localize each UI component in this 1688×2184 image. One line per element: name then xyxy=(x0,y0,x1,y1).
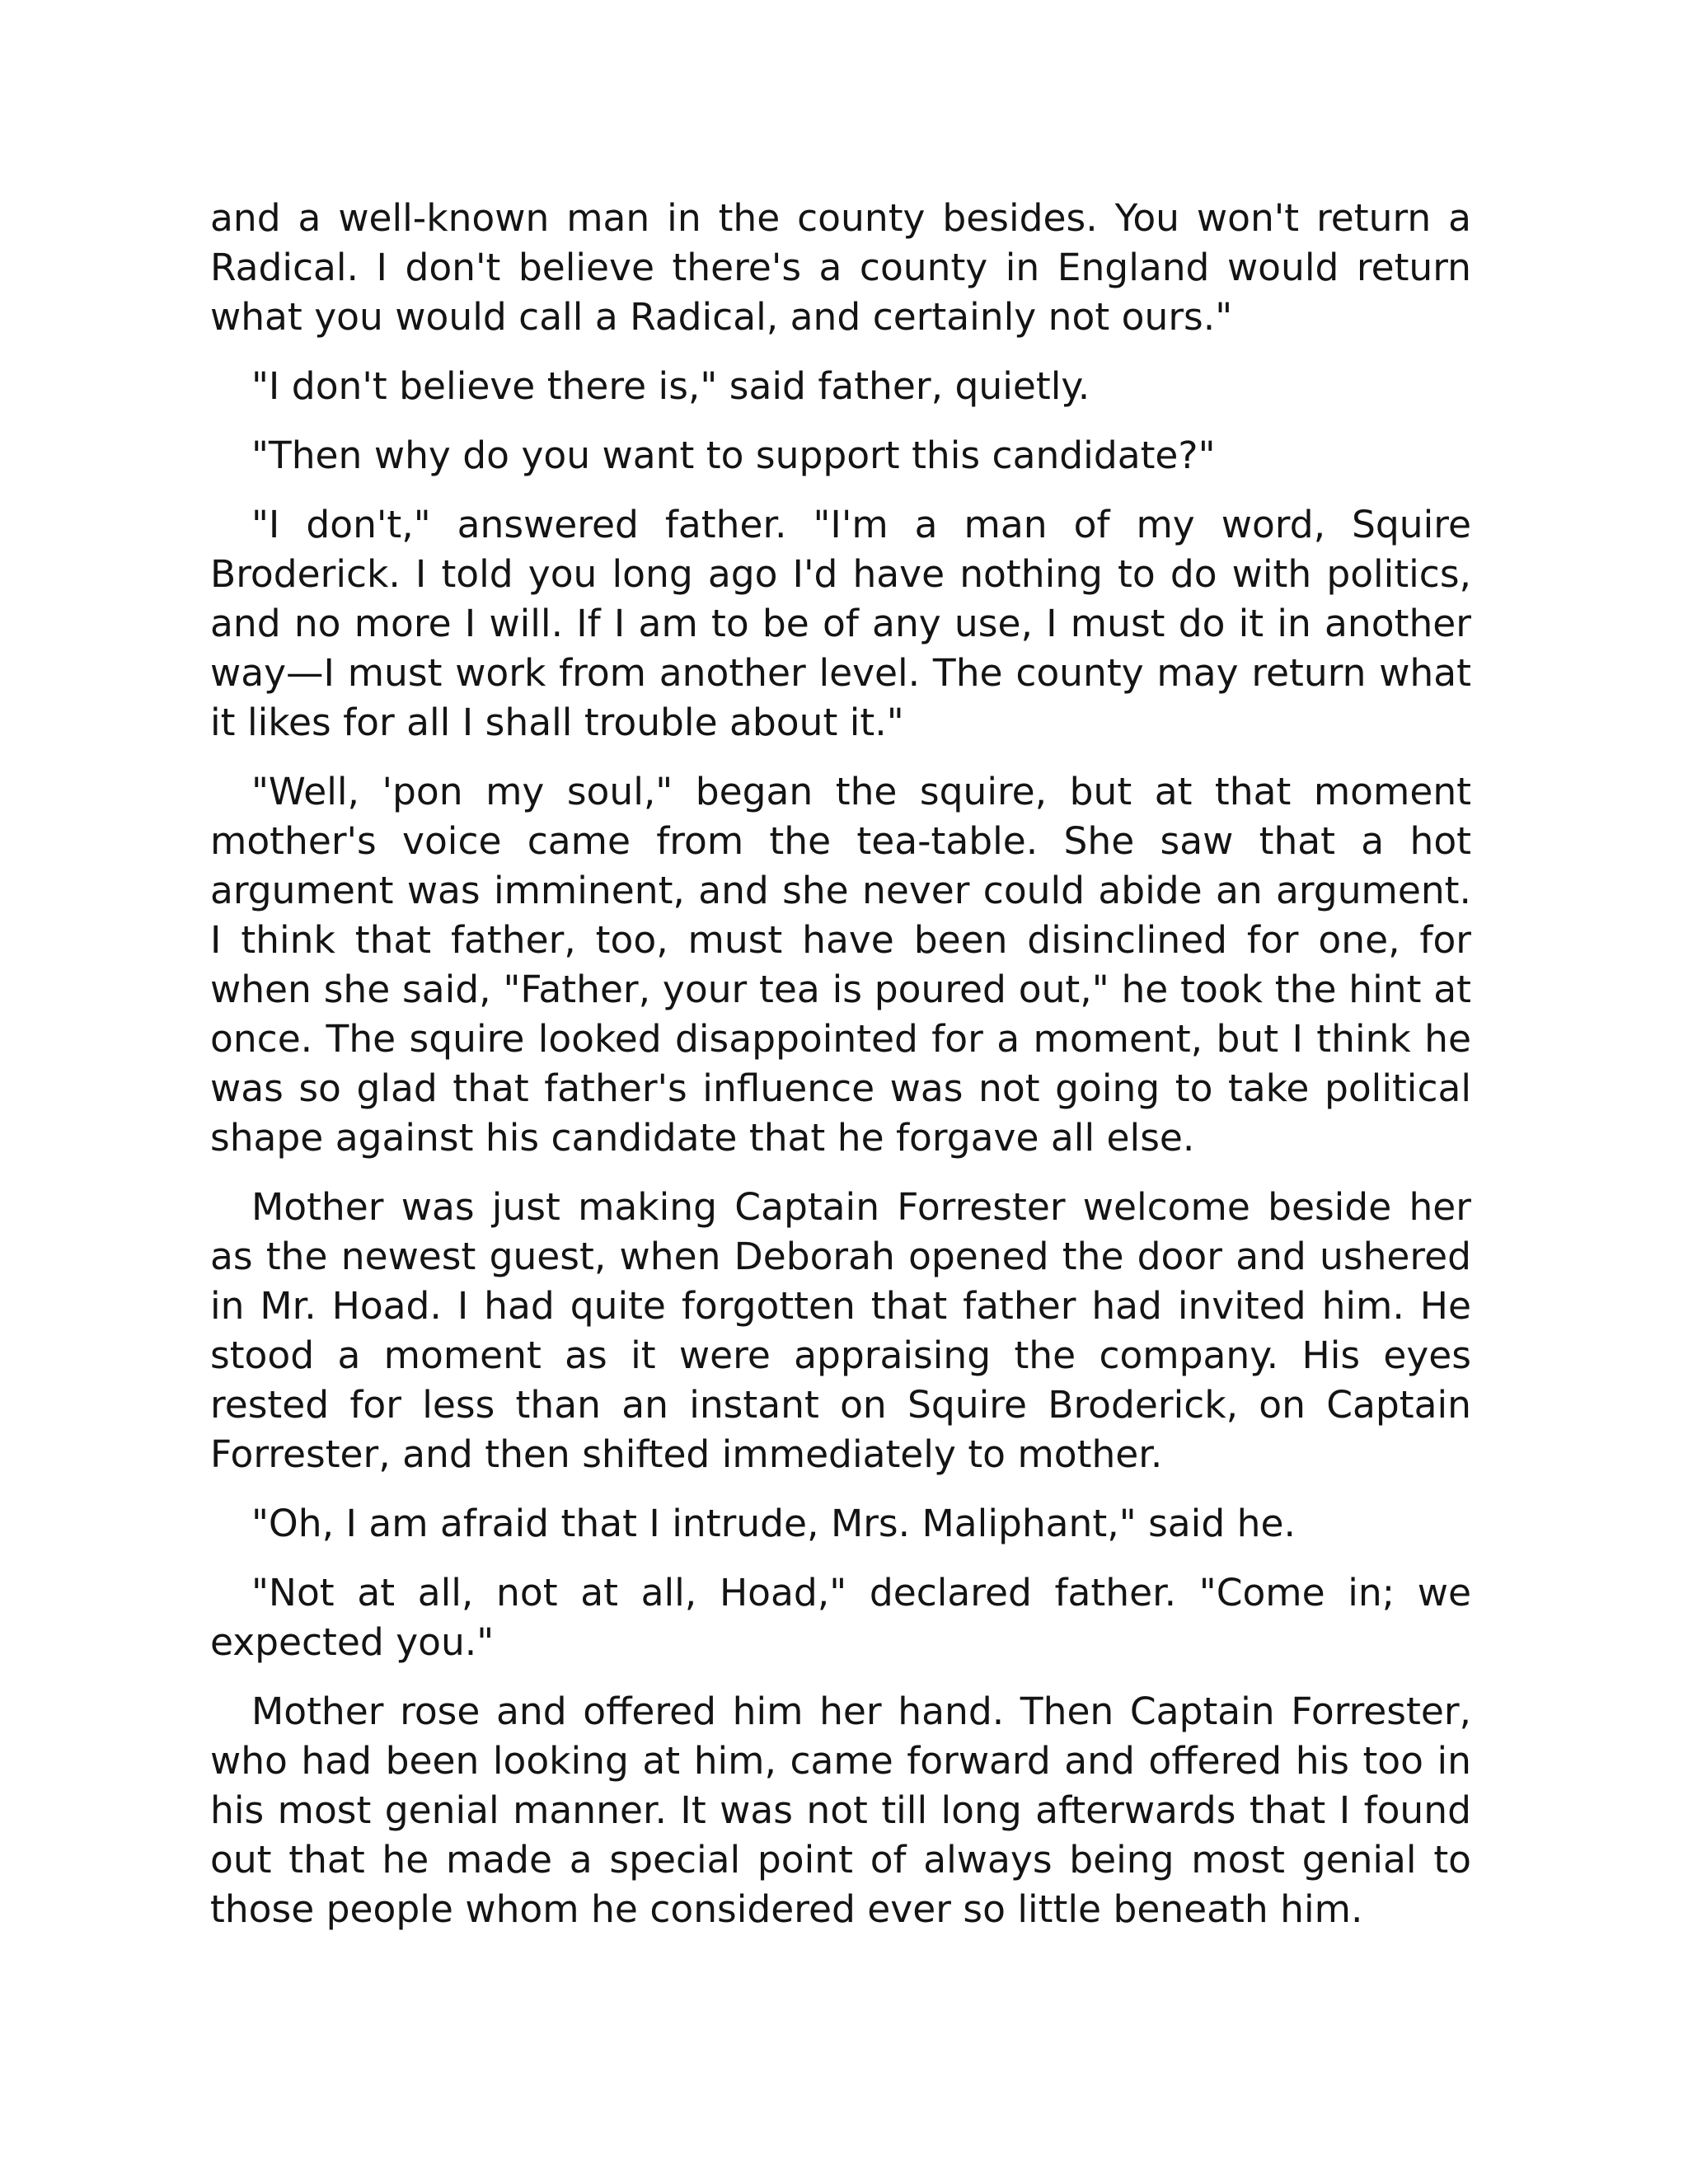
paragraph: "Well, 'pon my soul," began the squire, but at that moment mother's voice came from the tea-table. She saw that a hot argument was imminent, and she never could abide an argument. I think that father, too, must have been disinclined for one, for when she said, "Father, your tea is poured out," he took the hint at once. The squire looked disappointed for a moment, but I think he was so glad that father's influence was not going to take political shape against his candidate that he forgave all else. xyxy=(210,770,1471,1160)
paragraph: "Oh, I am afraid that I intrude, Mrs. Maliphant," said he. xyxy=(251,1502,1296,1545)
paragraph: "Then why do you want to support this candidate?" xyxy=(251,434,1216,477)
paragraph: Mother was just making Captain Forrester welcome beside her as the newest guest, when Deborah opened the door and ushered in Mr. Hoad. I had quite forgotten that father had invited him. He stood a moment as it were appraising the company. His eyes rested for less than an instant on Squire Broderick, on Captain Forrester, and then shifted immediately to mother. xyxy=(210,1185,1471,1476)
paragraph: "I don't," answered father. "I'm a man of my word, Squire Broderick. I told you long ago I'd have nothing to do with politics, and no more I will. If I am to be of any use, I must do it in another way—I must work from another level. The county may return what it likes for all I shall trouble about it." xyxy=(210,503,1471,744)
paragraph: "Not at all, not at all, Hoad," declared father. "Come in; we expected you." xyxy=(210,1571,1471,1664)
paragraph: "I don't believe there is," said father, quietly. xyxy=(251,364,1090,408)
page-body xyxy=(210,194,1471,1954)
paragraph: Mother rose and offered him her hand. Then Captain Forrester, who had been looking at him, came forward and offered his too in his most genial manner. It was not till long afterwards that I found out that he made a special point of always being most genial to those people whom he considered ever so little beneath him. xyxy=(210,1690,1471,1931)
paragraph-continuation: and a well-known man in the county besides. You won't return a Radical. I don't believe there's a county in England would return what you would call a Radical, and certainly not ours." xyxy=(210,196,1471,339)
